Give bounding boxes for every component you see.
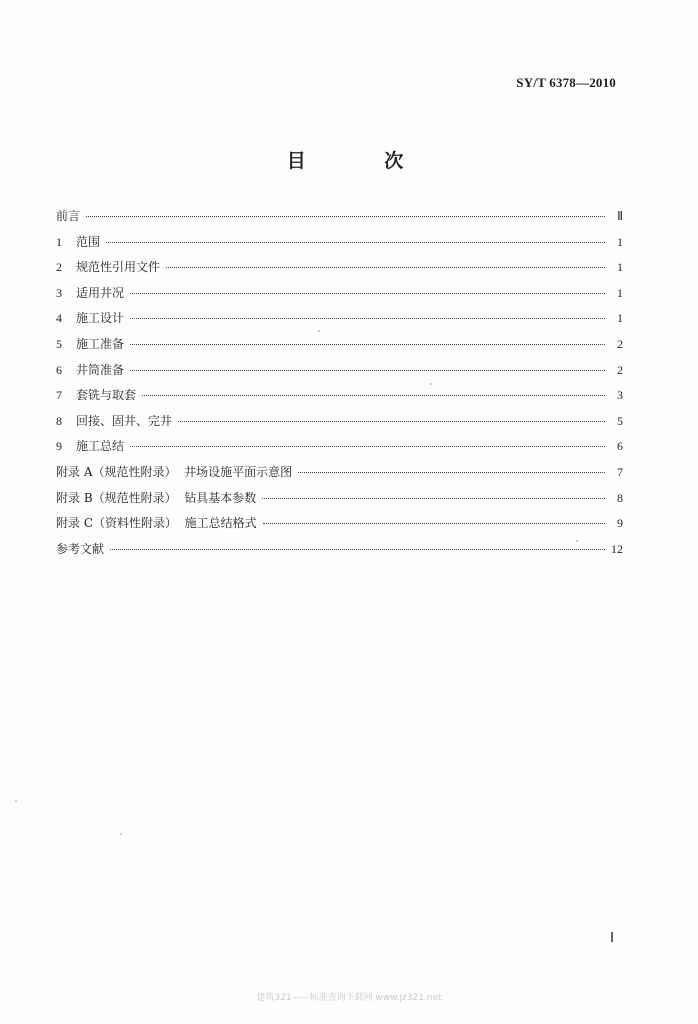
- page-number: Ⅰ: [610, 931, 615, 946]
- toc-entry-label: 附录 A（规范性附录） 井场设施平面示意图: [56, 464, 293, 479]
- toc-entry-label: 施工总结: [76, 439, 125, 454]
- toc-entry-label: 附录 C（资料性附录） 施工总结格式: [56, 516, 257, 531]
- toc-dot-leader: [130, 446, 605, 447]
- scan-speck: [120, 833, 122, 835]
- toc-entry-number: 3: [56, 285, 62, 300]
- toc-entry-label: 回接、固井、完井: [76, 413, 173, 428]
- toc-entry-page: 2: [617, 336, 623, 351]
- toc-entry-page: 1: [617, 260, 623, 275]
- standard-code: SY/T 6378—2010: [516, 75, 616, 90]
- toc-entry[interactable]: [56, 540, 623, 566]
- toc-dot-leader: [86, 216, 605, 217]
- table-of-contents: [56, 207, 623, 565]
- toc-entry-number: 7: [56, 388, 62, 403]
- toc-entry[interactable]: [56, 207, 623, 233]
- toc-entry-label: 规范性引用文件: [76, 260, 161, 275]
- toc-entry[interactable]: [56, 386, 623, 412]
- toc-entry-number: 6: [56, 362, 62, 377]
- toc-entry-page: 12: [611, 541, 623, 556]
- scan-speck: [318, 330, 320, 332]
- toc-entry-label: 范围: [76, 234, 101, 249]
- toc-entry-number: 8: [56, 413, 62, 428]
- toc-dot-leader: [262, 498, 605, 499]
- toc-entry-page: 6: [617, 439, 623, 454]
- toc-entry[interactable]: [56, 284, 623, 310]
- toc-entry-page: 1: [617, 234, 623, 249]
- toc-entry-number: 5: [56, 336, 62, 351]
- watermark: 建筑321——标准查询下载网 www.jz321.net: [256, 993, 442, 1003]
- toc-dot-leader: [298, 472, 605, 473]
- toc-dot-leader: [178, 421, 605, 422]
- toc-entry-label: 附录 B（规范性附录） 钻具基本参数: [56, 490, 257, 505]
- toc-entry[interactable]: [56, 489, 623, 515]
- toc-dot-leader: [263, 523, 605, 524]
- toc-entry-label: 井筒准备: [76, 362, 125, 377]
- toc-entry[interactable]: [56, 258, 623, 284]
- toc-entry[interactable]: [56, 412, 623, 438]
- scan-speck: [15, 800, 17, 802]
- toc-entry[interactable]: [56, 437, 623, 463]
- toc-dot-leader: [142, 395, 605, 396]
- toc-entry[interactable]: [56, 233, 623, 259]
- toc-entry-page: 1: [617, 285, 623, 300]
- toc-entry-number: 9: [56, 439, 62, 454]
- toc-entry-label: 施工准备: [76, 336, 125, 351]
- toc-dot-leader: [130, 344, 605, 345]
- toc-entry[interactable]: [56, 361, 623, 387]
- toc-entry-page: 2: [617, 362, 623, 377]
- toc-entry[interactable]: [56, 514, 623, 540]
- scan-speck: [576, 540, 578, 542]
- toc-entry[interactable]: [56, 335, 623, 361]
- page-title: 目 次: [286, 150, 440, 172]
- toc-entry-page: 8: [617, 490, 623, 505]
- toc-entry-page: 5: [617, 413, 623, 428]
- toc-entry-label: 适用井况: [76, 285, 125, 300]
- toc-entry-page: Ⅱ: [617, 209, 623, 223]
- toc-dot-leader: [130, 370, 605, 371]
- toc-entry-label: 套铣与取套: [76, 388, 137, 403]
- toc-dot-leader: [130, 293, 605, 294]
- toc-dot-leader: [130, 318, 605, 319]
- toc-dot-leader: [110, 549, 605, 550]
- toc-entry-label: 施工设计: [76, 311, 125, 326]
- toc-entry-label: 前言: [56, 209, 81, 223]
- toc-entry-number: 2: [56, 260, 62, 275]
- toc-entry[interactable]: [56, 309, 623, 335]
- toc-entry-page: 9: [617, 516, 623, 531]
- toc-entry-number: 1: [56, 234, 62, 249]
- toc-entry-number: 4: [56, 311, 62, 326]
- toc-entry-label: 参考文献: [56, 541, 105, 556]
- toc-dot-leader: [166, 267, 605, 268]
- scan-speck: [430, 383, 432, 385]
- toc-dot-leader: [106, 242, 605, 243]
- toc-entry-page: 7: [617, 464, 623, 479]
- toc-entry-page: 1: [617, 311, 623, 326]
- toc-entry[interactable]: [56, 463, 623, 489]
- toc-entry-page: 3: [617, 388, 623, 403]
